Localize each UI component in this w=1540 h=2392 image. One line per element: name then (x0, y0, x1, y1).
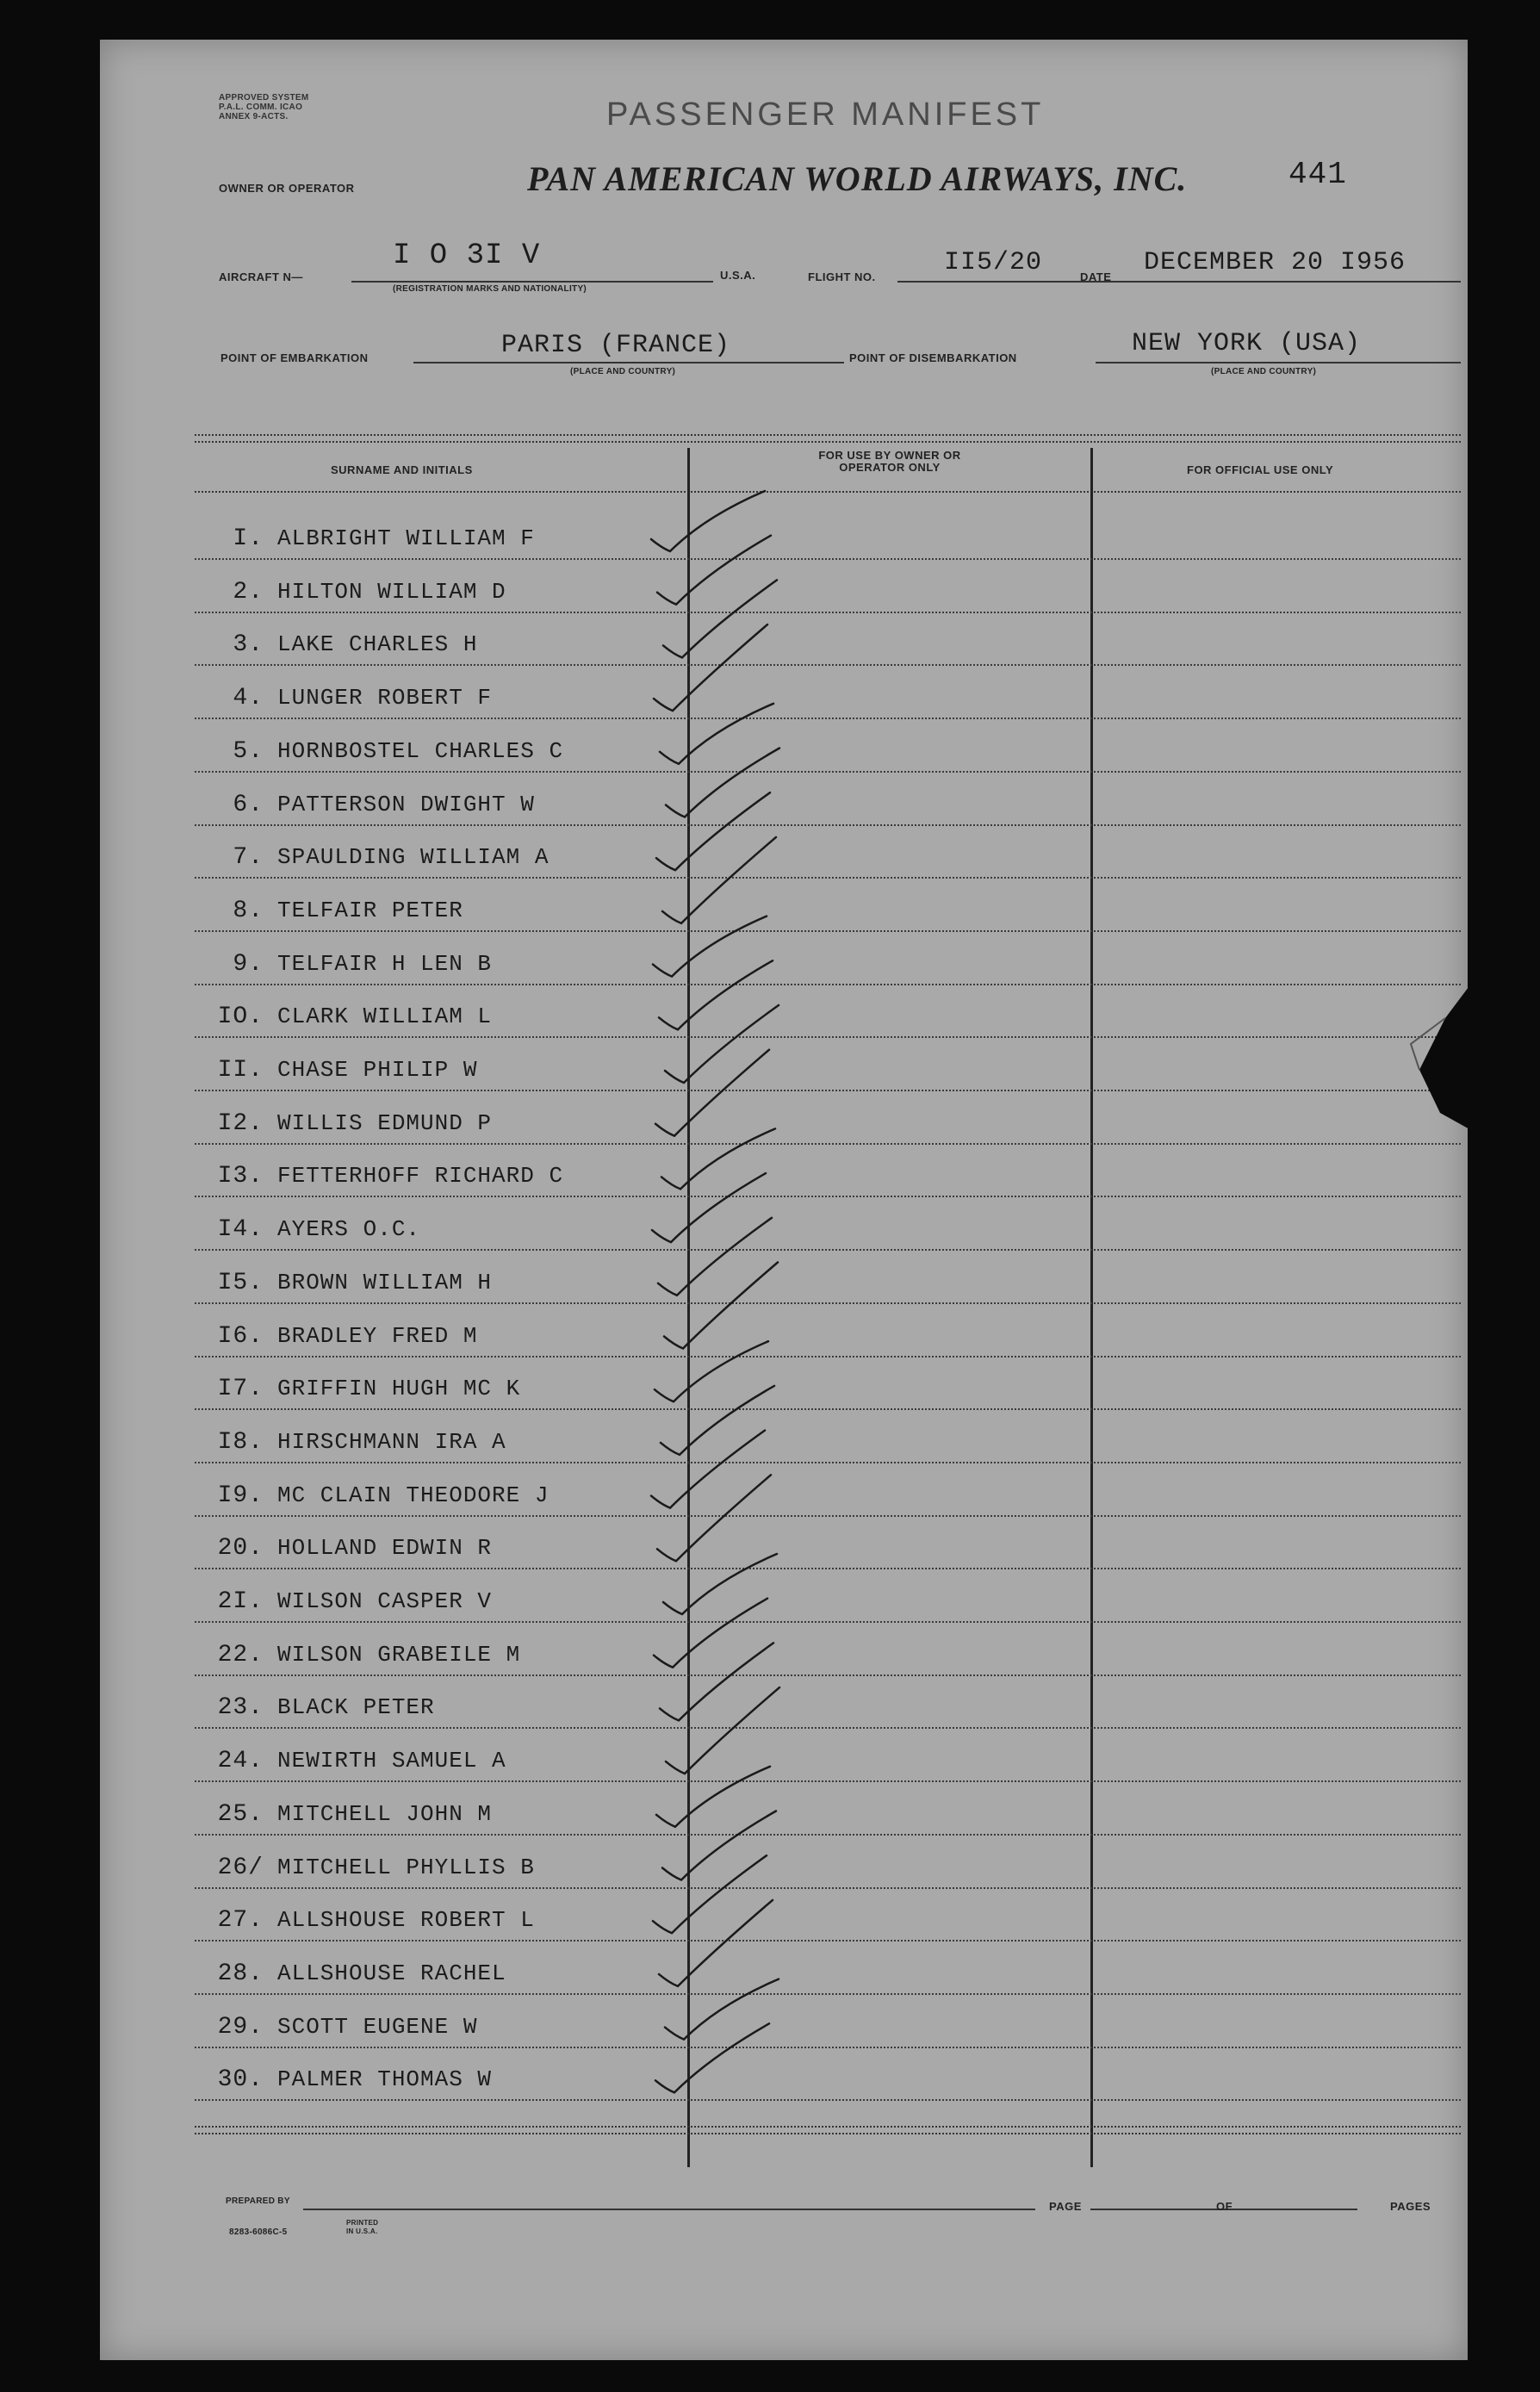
check-mark (666, 1687, 779, 1774)
row-rule (195, 771, 1461, 773)
row-number: I. (233, 525, 264, 552)
row-number: 22. (217, 1641, 264, 1668)
check-mark (653, 1855, 767, 1933)
row-rule (195, 930, 1461, 932)
passenger-name: MITCHELL PHYLLIS B (277, 1854, 535, 1880)
row-rule (195, 1568, 1461, 1569)
row-number: 27. (217, 1907, 264, 1935)
check-marks (100, 40, 1468, 2360)
passenger-name: CHASE PHILIP W (277, 1057, 478, 1083)
passenger-name: MITCHELL JOHN M (277, 1800, 493, 1827)
operator-name: PAN AMERICAN WORLD AIRWAYS, INC. (527, 159, 1188, 198)
passenger-name: SPAULDING WILLIAM A (277, 844, 550, 871)
check-mark (666, 749, 779, 817)
row-rule (195, 1993, 1461, 1995)
row-rule (195, 1143, 1461, 1145)
check-mark (653, 916, 767, 977)
row-number: 5. (233, 737, 264, 765)
row-rule (195, 1834, 1461, 1836)
row-number: 3. (233, 631, 264, 659)
row-rule (195, 1621, 1461, 1623)
row-rule (195, 1940, 1461, 1942)
passenger-name: SCOTT EUGENE W (277, 2013, 478, 2040)
check-mark (655, 2023, 769, 2092)
passenger-name: TELFAIR H LEN B (277, 950, 493, 977)
row-rule (195, 1462, 1461, 1463)
registration-caption: (REGISTRATION MARKS AND NATIONALITY) (393, 284, 587, 294)
aircraft-value: I O 3I V (393, 239, 541, 272)
row-rule (195, 1302, 1461, 1304)
row-number: 4. (233, 685, 264, 712)
passenger-name: NEWIRTH SAMUEL A (277, 1748, 506, 1774)
check-mark (652, 1173, 766, 1242)
row-number: 8. (233, 897, 264, 924)
row-rule (195, 877, 1461, 879)
row-number: 29. (217, 2013, 264, 2041)
check-mark (659, 1900, 773, 1986)
row-rule (195, 612, 1461, 613)
row-rule (195, 2099, 1461, 2101)
check-mark (660, 1643, 773, 1720)
check-mark (651, 1431, 765, 1508)
row-number: 2. (233, 578, 264, 606)
date-value: DECEMBER 20 I956 (1144, 248, 1406, 277)
check-mark (661, 1128, 775, 1189)
check-mark (651, 491, 765, 551)
passenger-name: HILTON WILLIAM D (277, 578, 506, 605)
passenger-name: AYERS O.C. (277, 1216, 421, 1243)
row-rule (195, 1515, 1461, 1517)
flight-no-label: FLIGHT NO. (808, 270, 876, 283)
row-number: 28. (217, 1960, 264, 1987)
check-mark (663, 580, 777, 657)
row-rule (195, 1408, 1461, 1410)
passenger-name: HIRSCHMANN IRA A (277, 1428, 506, 1455)
passenger-name: CLARK WILLIAM L (277, 1003, 493, 1030)
row-number: 24. (217, 1748, 264, 1775)
row-rule (195, 824, 1461, 826)
check-mark (662, 837, 776, 923)
col-owner-header: FOR USE BY OWNER OR OPERATOR ONLY (818, 449, 961, 474)
col-surname-header: SURNAME AND INITIALS (331, 463, 473, 476)
row-number: I3. (217, 1163, 264, 1190)
row-rule (195, 1196, 1461, 1197)
row-rule (195, 2047, 1461, 2048)
row-number: IO. (217, 1003, 264, 1031)
passenger-name: WILSON GRABEILE M (277, 1641, 521, 1668)
passenger-name: WILLIS EDMUND P (277, 1109, 493, 1136)
check-mark (654, 624, 767, 711)
row-number: I8. (217, 1428, 264, 1456)
row-rule (195, 1249, 1461, 1251)
row-rule (195, 1356, 1461, 1358)
row-number: 6. (233, 791, 264, 818)
check-mark (657, 1475, 771, 1561)
check-mark (661, 1386, 774, 1455)
row-rule (195, 1036, 1461, 1038)
check-mark (665, 1979, 779, 2040)
passenger-name: HORNBOSTEL CHARLES C (277, 737, 564, 764)
disembarkation-value: NEW YORK (USA) (1132, 329, 1362, 358)
check-mark (662, 1811, 776, 1880)
check-mark (664, 1263, 778, 1349)
check-mark (654, 1599, 767, 1668)
passenger-name: PALMER THOMAS W (277, 2066, 493, 2093)
approval-stamp-text: APPROVED SYSTEM P.A.L. COMM. ICAO ANNEX 9-ACTS. (219, 93, 309, 121)
row-number: II. (217, 1057, 264, 1084)
page-label: PAGE (1049, 2200, 1082, 2213)
of-label: OF (1216, 2200, 1233, 2213)
check-mark (656, 792, 770, 870)
passenger-name: LUNGER ROBERT F (277, 685, 493, 711)
check-mark (656, 1767, 770, 1827)
passenger-name: ALBRIGHT WILLIAM F (277, 525, 535, 551)
owner-label: OWNER OR OPERATOR (219, 182, 355, 195)
row-number: 2I. (217, 1588, 264, 1615)
row-number: 7. (233, 844, 264, 872)
row-number: 30. (217, 2066, 264, 2094)
check-mark (660, 704, 773, 764)
passenger-name: FETTERHOFF RICHARD C (277, 1163, 564, 1190)
embarkation-caption: (PLACE AND COUNTRY) (570, 367, 676, 376)
passenger-name: BRADLEY FRED M (277, 1322, 478, 1349)
row-number: 26/ (217, 1854, 264, 1881)
embarkation-label: POINT OF EMBARKATION (220, 351, 369, 364)
row-number: I7. (217, 1376, 264, 1403)
disembarkation-label: POINT OF DISEMBARKATION (849, 351, 1017, 364)
check-mark (655, 1050, 769, 1136)
row-rule (195, 718, 1461, 719)
row-number: I2. (217, 1109, 264, 1137)
printed-in-label: PRINTED IN U.S.A. (346, 2219, 379, 2235)
row-number: 20. (217, 1535, 264, 1563)
aircraft-label: AIRCRAFT N— (219, 270, 303, 283)
column-divider-right (1090, 448, 1093, 2167)
embarkation-value: PARIS (FRANCE) (501, 331, 731, 360)
form-code: 8283-6086C-5 (229, 2227, 288, 2237)
passenger-name: ALLSHOUSE RACHEL (277, 1960, 506, 1986)
col-official-header: FOR OFFICIAL USE ONLY (1187, 463, 1334, 476)
usa-label: U.S.A. (720, 269, 756, 282)
row-rule (195, 1780, 1461, 1782)
passenger-name: TELFAIR PETER (277, 897, 463, 923)
date-label: DATE (1080, 270, 1112, 283)
row-rule (195, 1674, 1461, 1676)
check-mark (659, 960, 773, 1029)
passenger-name: LAKE CHARLES H (277, 631, 478, 658)
row-rule (195, 984, 1461, 985)
column-divider-left (687, 448, 690, 2167)
check-mark (655, 1341, 768, 1401)
row-rule (195, 1727, 1461, 1729)
row-number: I4. (217, 1216, 264, 1244)
passenger-name: ALLSHOUSE ROBERT L (277, 1907, 535, 1934)
row-number: I5. (217, 1269, 264, 1296)
flight-no-value: II5/20 (944, 248, 1043, 277)
row-rule (195, 664, 1461, 666)
row-number: I9. (217, 1482, 264, 1509)
check-mark (657, 536, 771, 605)
paper-clip-tab (1402, 984, 1471, 1130)
check-mark (665, 1005, 779, 1083)
passenger-name: MC CLAIN THEODORE J (277, 1482, 550, 1508)
row-rule (195, 558, 1461, 560)
row-rule (195, 1887, 1461, 1889)
check-mark (658, 1218, 772, 1295)
passenger-name: PATTERSON DWIGHT W (277, 791, 535, 817)
row-number: 25. (217, 1800, 264, 1828)
passenger-name: BLACK PETER (277, 1694, 435, 1721)
passenger-name: HOLLAND EDWIN R (277, 1535, 493, 1562)
row-number: 23. (217, 1694, 264, 1722)
prepared-by-label: PREPARED BY (226, 2196, 290, 2206)
passenger-name: BROWN WILLIAM H (277, 1269, 493, 1295)
row-number: I6. (217, 1322, 264, 1350)
row-number: 9. (233, 950, 264, 978)
row-rule (195, 1090, 1461, 1091)
passenger-name: GRIFFIN HUGH MC K (277, 1376, 521, 1402)
disembarkation-caption: (PLACE AND COUNTRY) (1211, 367, 1317, 376)
form-title: PASSENGER MANIFEST (606, 96, 1045, 133)
pages-label: PAGES (1390, 2200, 1431, 2213)
check-mark (663, 1554, 777, 1614)
passenger-name: WILSON CASPER V (277, 1588, 493, 1614)
manifest-document (100, 40, 1468, 2360)
page-number: 441 (1289, 157, 1347, 192)
